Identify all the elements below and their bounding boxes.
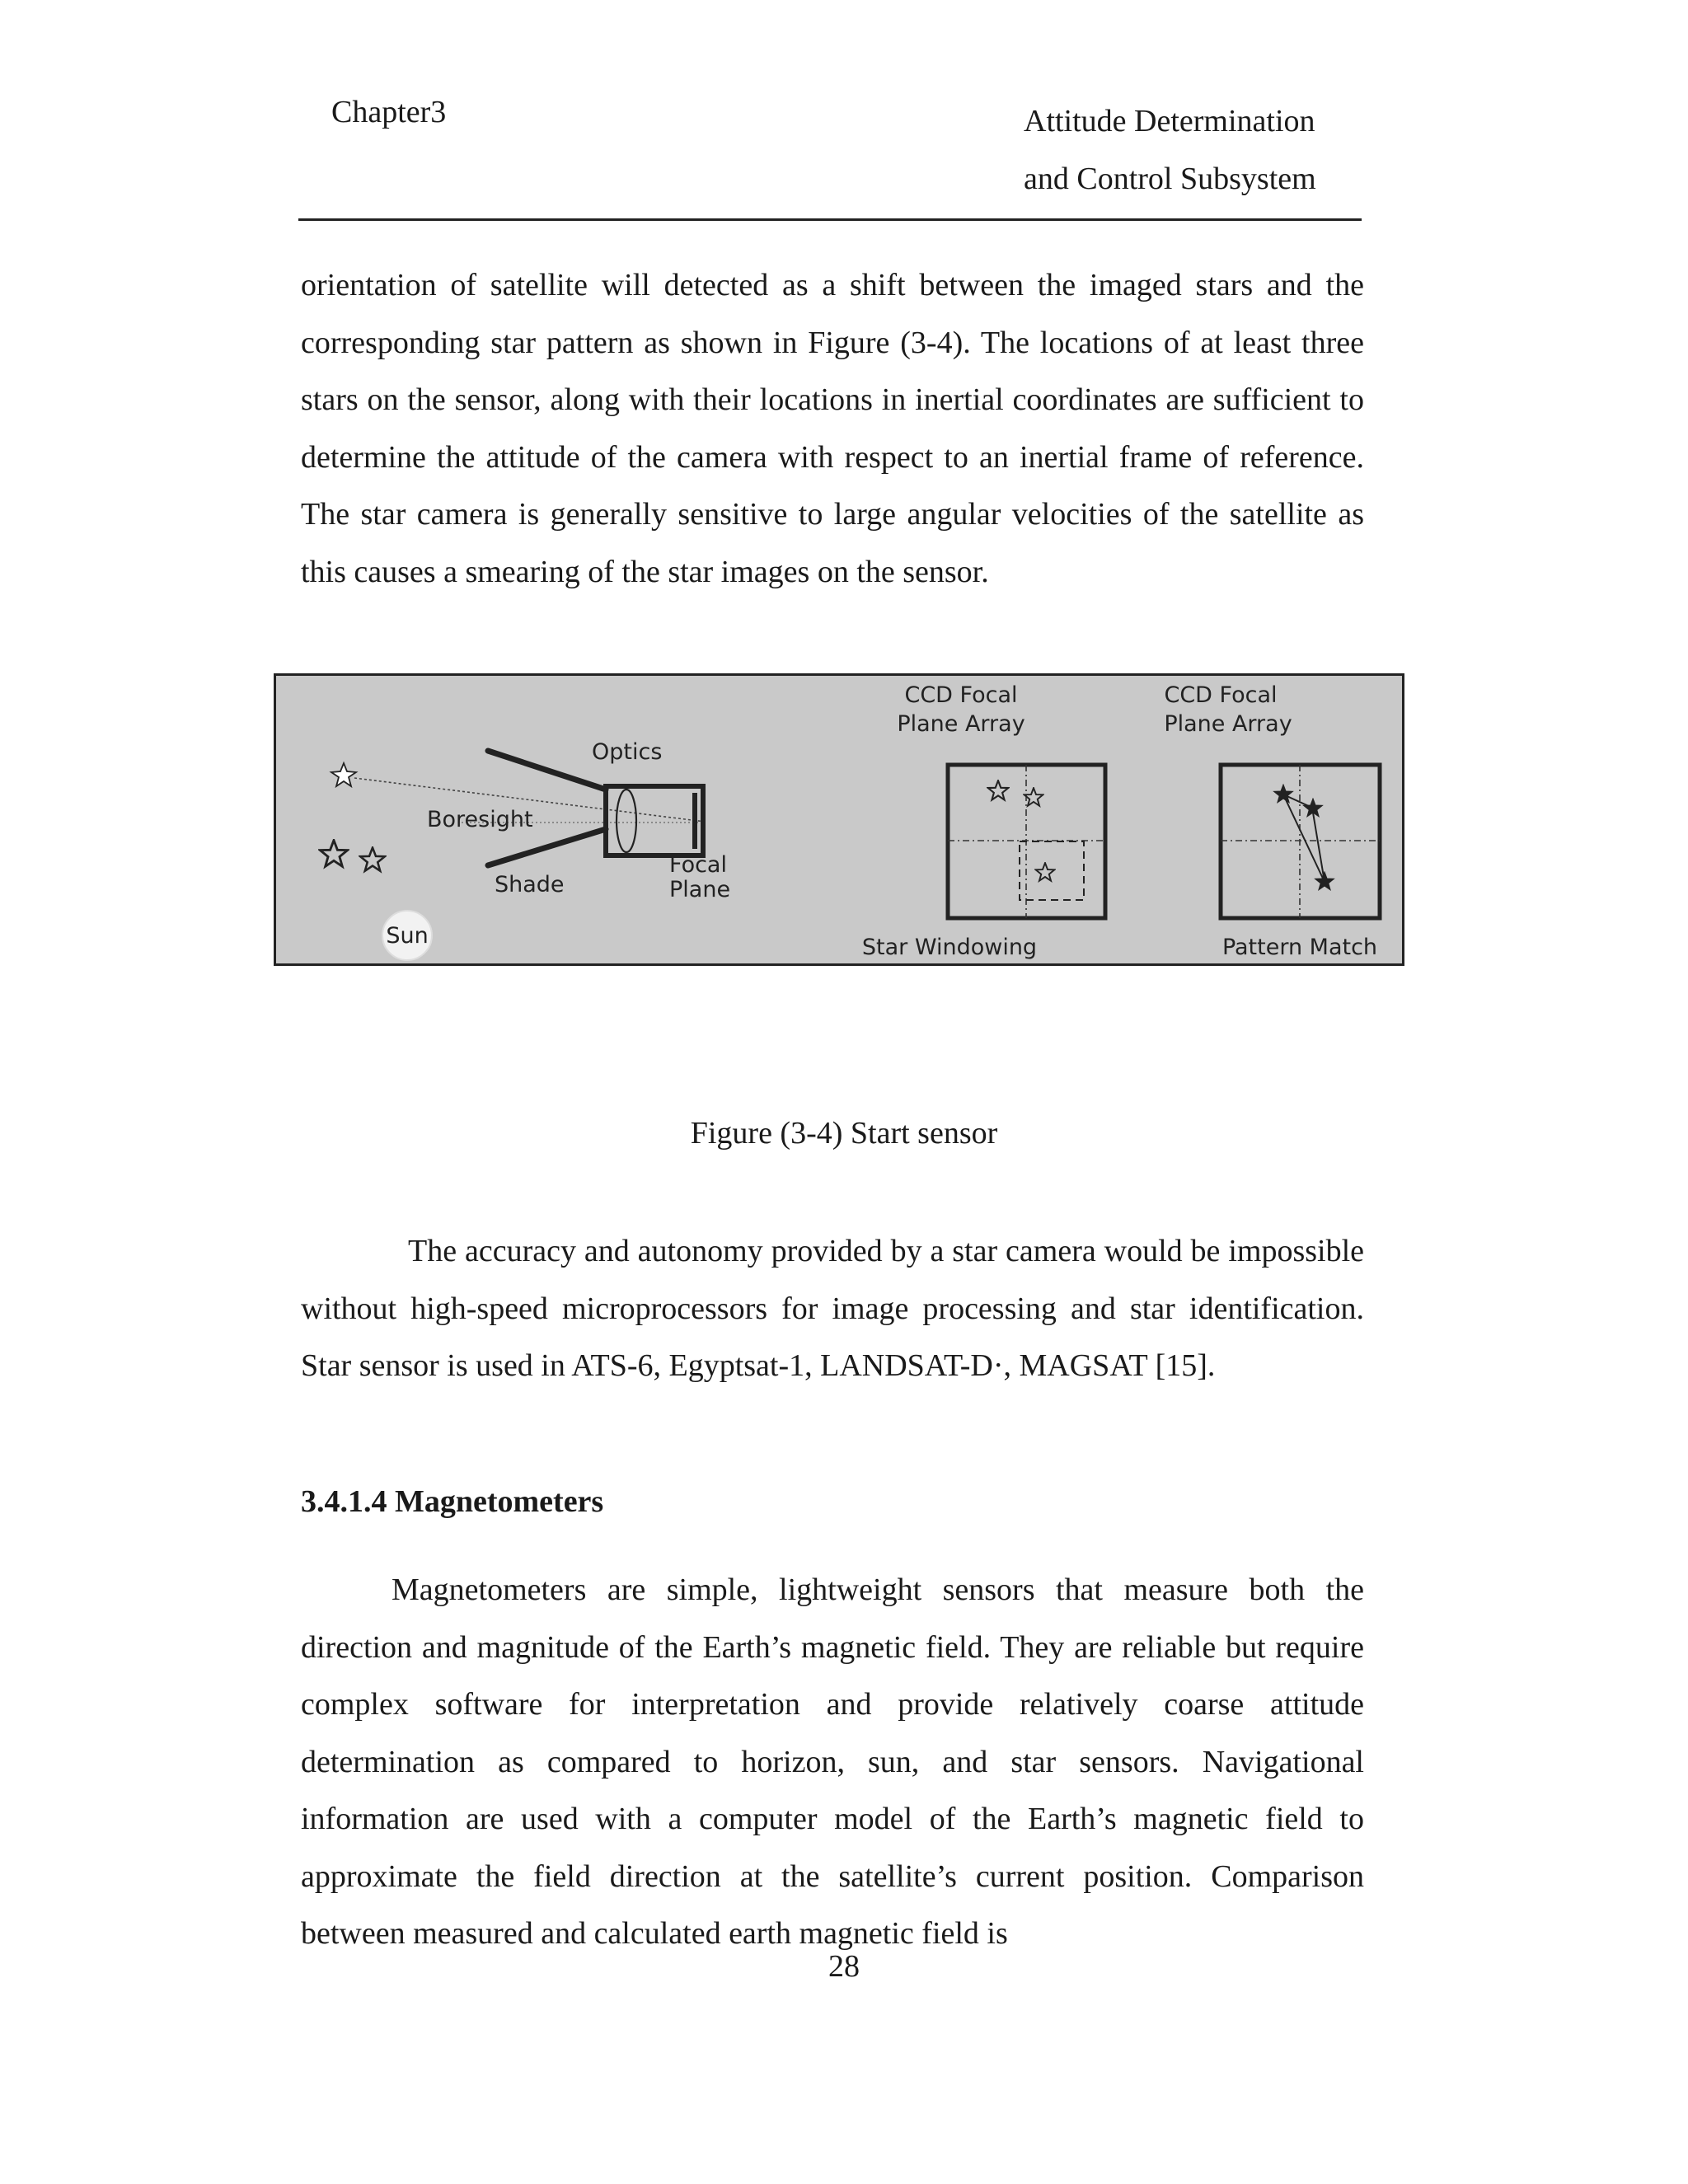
- ccd-label-line-1-a: CCD Focal: [904, 682, 1018, 708]
- focal-label: Focal: [669, 852, 727, 878]
- body-paragraph-2: The accuracy and autonomy provided by a star camera would be impossible without high-speed microprocessors for image processing and star identification. Star sensor is used in ATS-6, Egyptsat-1, LANDSAT-D·, MAGSAT [15].: [301, 1234, 1364, 1383]
- running-title: [1024, 92, 1316, 208]
- running-title-line-1: Attitude Determination: [1024, 104, 1315, 138]
- bright-star-icon: [331, 763, 356, 786]
- figure-caption: Figure (3-4) Start sensor: [690, 1116, 998, 1151]
- page-number: 28: [828, 1949, 860, 1984]
- star-icon: [1315, 872, 1334, 890]
- star-icon: [320, 841, 347, 867]
- body-paragraph-1: orientation of satellite will detected as a shift between the imaged stars and the corresponding star pattern as shown in Figure (3-4). The locations of at least three stars on the sensor, along with their locations in inertial coordinates are sufficient to determine the attitude of the camera with respect to an inertial frame of reference. The star camera is generally sensitive to large angular velocities of the satellite as this causes a smearing of the star images on the sensor.: [301, 268, 1364, 589]
- ccd-label-line-2-b: Plane Array: [1164, 711, 1292, 737]
- body-paragraph-3: Magnetometers are simple, lightweight sensors that measure both the direction and magnitude of the Earth’s magnetic field. They are reliable but require complex software for interpretation and provide relatively coarse attitude determination as compared to horizon, sun, and star sensors. Navigational information are used with a computer model of the Earth’s magnetic field to approximate the field direction at the satellite’s current position. Comparison between measured and calculated earth magnetic field is: [301, 1572, 1364, 1951]
- header-divider: [298, 218, 1362, 221]
- optics-label: Optics: [592, 739, 663, 765]
- lens: [617, 790, 636, 852]
- ccd-label-line-2-a: Plane Array: [897, 711, 1025, 737]
- shade-upper: [488, 751, 606, 790]
- star-icon: [1036, 863, 1055, 881]
- star-icon: [360, 847, 385, 870]
- star-icon: [1274, 785, 1293, 803]
- shade-label: Shade: [495, 872, 565, 898]
- chapter-label: Chapter3: [331, 95, 447, 129]
- boresight-label: Boresight: [427, 807, 533, 832]
- pattern-match-label: Pattern Match: [1221, 935, 1378, 960]
- star-window-box: [1020, 841, 1084, 900]
- plane-label: Plane: [669, 877, 731, 902]
- ccd-label-line-1-b: CCD Focal: [1164, 682, 1278, 708]
- star-windowing-label: Star Windowing: [861, 935, 1038, 960]
- running-title-line-2: and Control Subsystem: [1024, 162, 1316, 196]
- star-icon: [1025, 788, 1043, 806]
- sun-label: Sun: [386, 923, 429, 949]
- star-sensor-figure: [274, 673, 1404, 966]
- section-heading: 3.4.1.4 Magnetometers: [301, 1484, 604, 1519]
- star-icon: [988, 780, 1009, 799]
- shade-lower: [488, 829, 606, 865]
